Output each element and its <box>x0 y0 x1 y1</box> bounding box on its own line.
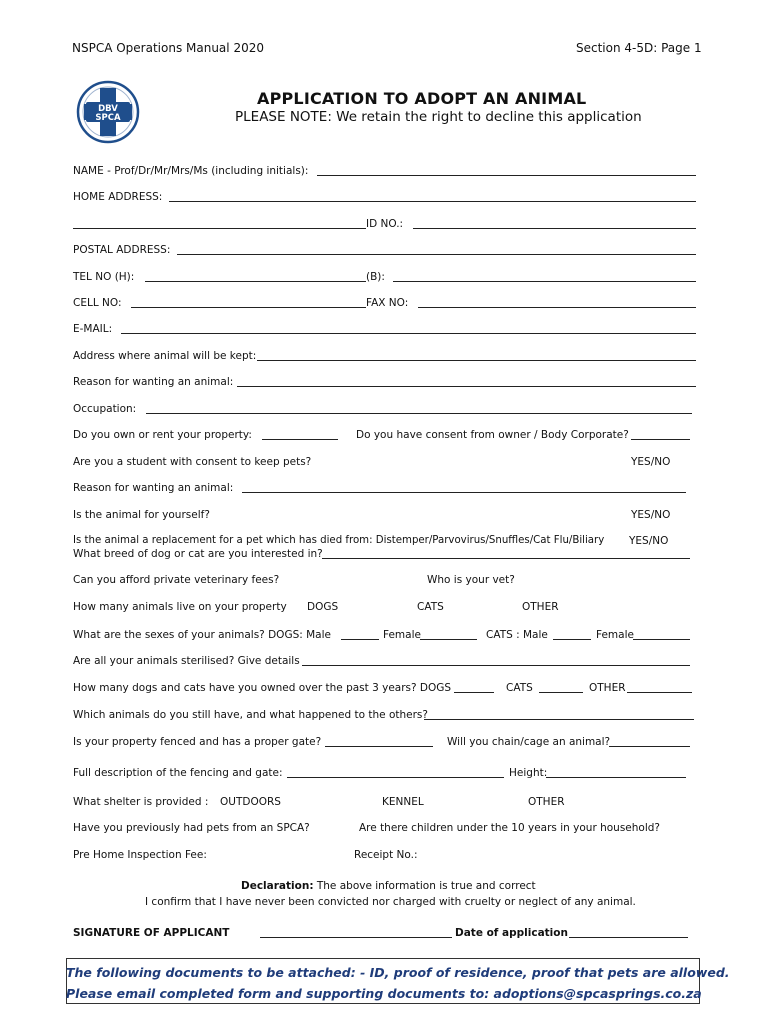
name-field[interactable] <box>317 175 696 176</box>
cats-female-field[interactable] <box>633 639 690 640</box>
dogs-male-field[interactable] <box>341 639 379 640</box>
date-field[interactable] <box>569 937 688 938</box>
signature-label: SIGNATURE OF APPLICANT <box>73 927 230 939</box>
sterilised-field[interactable] <box>302 665 690 666</box>
cell-field[interactable] <box>131 307 366 308</box>
replacement-label: Is the animal a replacement for a pet which has died from: Distemper/Parvovirus/Snuffles/Cat Flu/Biliary <box>73 535 605 546</box>
page-title: APPLICATION TO ADOPT AN ANIMAL <box>257 89 587 108</box>
inspection-fee-label: Pre Home Inspection Fee: <box>73 849 207 861</box>
address-kept-label: Address where animal will be kept: <box>73 350 257 362</box>
tel-h-label: TEL NO (H): <box>73 271 135 283</box>
name-label: NAME - Prof/Dr/Mr/Mrs/Ms (including initials): <box>73 165 309 177</box>
email-label: E-MAIL: <box>73 323 113 335</box>
dogs-female-field[interactable] <box>420 639 477 640</box>
for-yourself-yesno[interactable]: YES/NO <box>631 509 671 521</box>
postal-address-field[interactable] <box>177 254 696 255</box>
fencing-desc-label: Full description of the fencing and gate: <box>73 767 283 779</box>
shelter-label: What shelter is provided : <box>73 796 209 808</box>
height-field[interactable] <box>546 777 686 778</box>
declaration-confirm: I confirm that I have never been convicted nor charged with cruelty or neglect of any animal. <box>145 896 636 908</box>
occupation-label: Occupation: <box>73 403 137 415</box>
dogs-label: DOGS <box>307 601 339 613</box>
cell-label: CELL NO: <box>73 297 122 309</box>
declaration-label: Declaration: <box>241 880 314 892</box>
student-yesno[interactable]: YES/NO <box>631 456 671 468</box>
logo-line1: DBV <box>98 104 118 114</box>
owned-past-label: How many dogs and cats have you owned over the past 3 years? DOGS <box>73 682 452 694</box>
logo-emblem-icon <box>76 80 140 144</box>
note: PLEASE NOTE: We retain the right to decline this application <box>235 109 642 125</box>
chain-label: Will you chain/cage an animal? <box>447 736 611 748</box>
replacement-yesno[interactable]: YES/NO <box>629 535 669 547</box>
home-address-label: HOME ADDRESS: <box>73 191 163 203</box>
header-right: Section 4-5D: Page 1 <box>576 41 702 55</box>
cats-male-field[interactable] <box>553 639 591 640</box>
cats-label: CATS <box>417 601 444 613</box>
own-rent-field[interactable] <box>262 439 338 440</box>
postal-address-label: POSTAL ADDRESS: <box>73 244 171 256</box>
id-no-field[interactable] <box>413 228 696 229</box>
sterilised-label: Are all your animals sterilised? Give details <box>73 655 300 667</box>
afford-vet-label: Can you afford private veterinary fees? <box>73 574 280 586</box>
reason-label: Reason for wanting an animal: <box>73 376 234 388</box>
tel-b-label: (B): <box>366 271 385 283</box>
reason-2-label: Reason for wanting an animal: <box>73 482 234 494</box>
owned-other-field[interactable] <box>627 692 692 693</box>
vet-label: Who is your vet? <box>427 574 515 586</box>
email-field[interactable] <box>121 333 696 334</box>
fax-field[interactable] <box>418 307 696 308</box>
occupation-field[interactable] <box>146 413 692 414</box>
spca-logo <box>76 80 140 144</box>
reason-2-field[interactable] <box>242 492 686 493</box>
height-label: Height: <box>509 767 548 779</box>
tel-h-field[interactable] <box>145 281 366 282</box>
student-label: Are you a student with consent to keep pets? <box>73 456 312 468</box>
home-address-field-2[interactable] <box>73 228 366 229</box>
fax-label: FAX NO: <box>366 297 409 309</box>
still-have-label: Which animals do you still have, and what happened to the others? <box>73 709 428 721</box>
consent-owner-field[interactable] <box>631 439 690 440</box>
still-have-field[interactable] <box>424 719 694 720</box>
how-many-label: How many animals live on your property <box>73 601 287 613</box>
breed-label: What breed of dog or cat are you interested in? <box>73 548 323 560</box>
female-1-label: Female <box>383 629 421 641</box>
home-address-field[interactable] <box>169 201 696 202</box>
id-no-label: ID NO.: <box>366 218 404 230</box>
own-rent-label: Do you own or rent your property: <box>73 429 252 441</box>
other-label: OTHER <box>522 601 559 613</box>
fenced-field[interactable] <box>325 746 433 747</box>
signature-field[interactable] <box>260 937 452 938</box>
receipt-label: Receipt No.: <box>354 849 418 861</box>
fencing-desc-field[interactable] <box>287 777 504 778</box>
breed-field[interactable] <box>322 558 690 559</box>
owned-cats-field[interactable] <box>539 692 583 693</box>
owned-dogs-field[interactable] <box>454 692 494 693</box>
declaration-text: The above information is true and correct <box>316 880 536 892</box>
sexes-label: What are the sexes of your animals? DOGS: Male <box>73 629 331 641</box>
header-left: NSPCA Operations Manual 2020 <box>72 41 264 55</box>
declaration <box>241 881 536 892</box>
owned-other-label: OTHER <box>589 682 626 694</box>
fenced-label: Is your property fenced and has a proper gate? <box>73 736 322 748</box>
shelter-other[interactable]: OTHER <box>528 796 565 808</box>
date-label: Date of application <box>455 927 568 939</box>
footer-line-2: Please email completed form and supporting documents to: adoptions@spcasprings.co.za <box>66 986 702 1001</box>
chain-field[interactable] <box>609 746 690 747</box>
shelter-outdoors[interactable]: OUTDOORS <box>220 796 281 808</box>
footer-line-1: The following documents to be attached: - ID, proof of residence, proof that pets are allowed. <box>66 965 730 980</box>
consent-owner-label: Do you have consent from owner / Body Corporate? <box>356 429 629 441</box>
reason-field[interactable] <box>237 386 696 387</box>
address-kept-field[interactable] <box>257 360 696 361</box>
shelter-kennel[interactable]: KENNEL <box>382 796 424 808</box>
for-yourself-label: Is the animal for yourself? <box>73 509 210 521</box>
tel-b-field[interactable] <box>393 281 696 282</box>
logo-line2: SPCA <box>95 113 121 123</box>
owned-cats-label: CATS <box>506 682 533 694</box>
female-2-label: Female <box>596 629 634 641</box>
children-label: Are there children under the 10 years in your household? <box>359 822 660 834</box>
cats-male-label: CATS : Male <box>486 629 548 641</box>
prev-spca-label: Have you previously had pets from an SPCA? <box>73 822 310 834</box>
